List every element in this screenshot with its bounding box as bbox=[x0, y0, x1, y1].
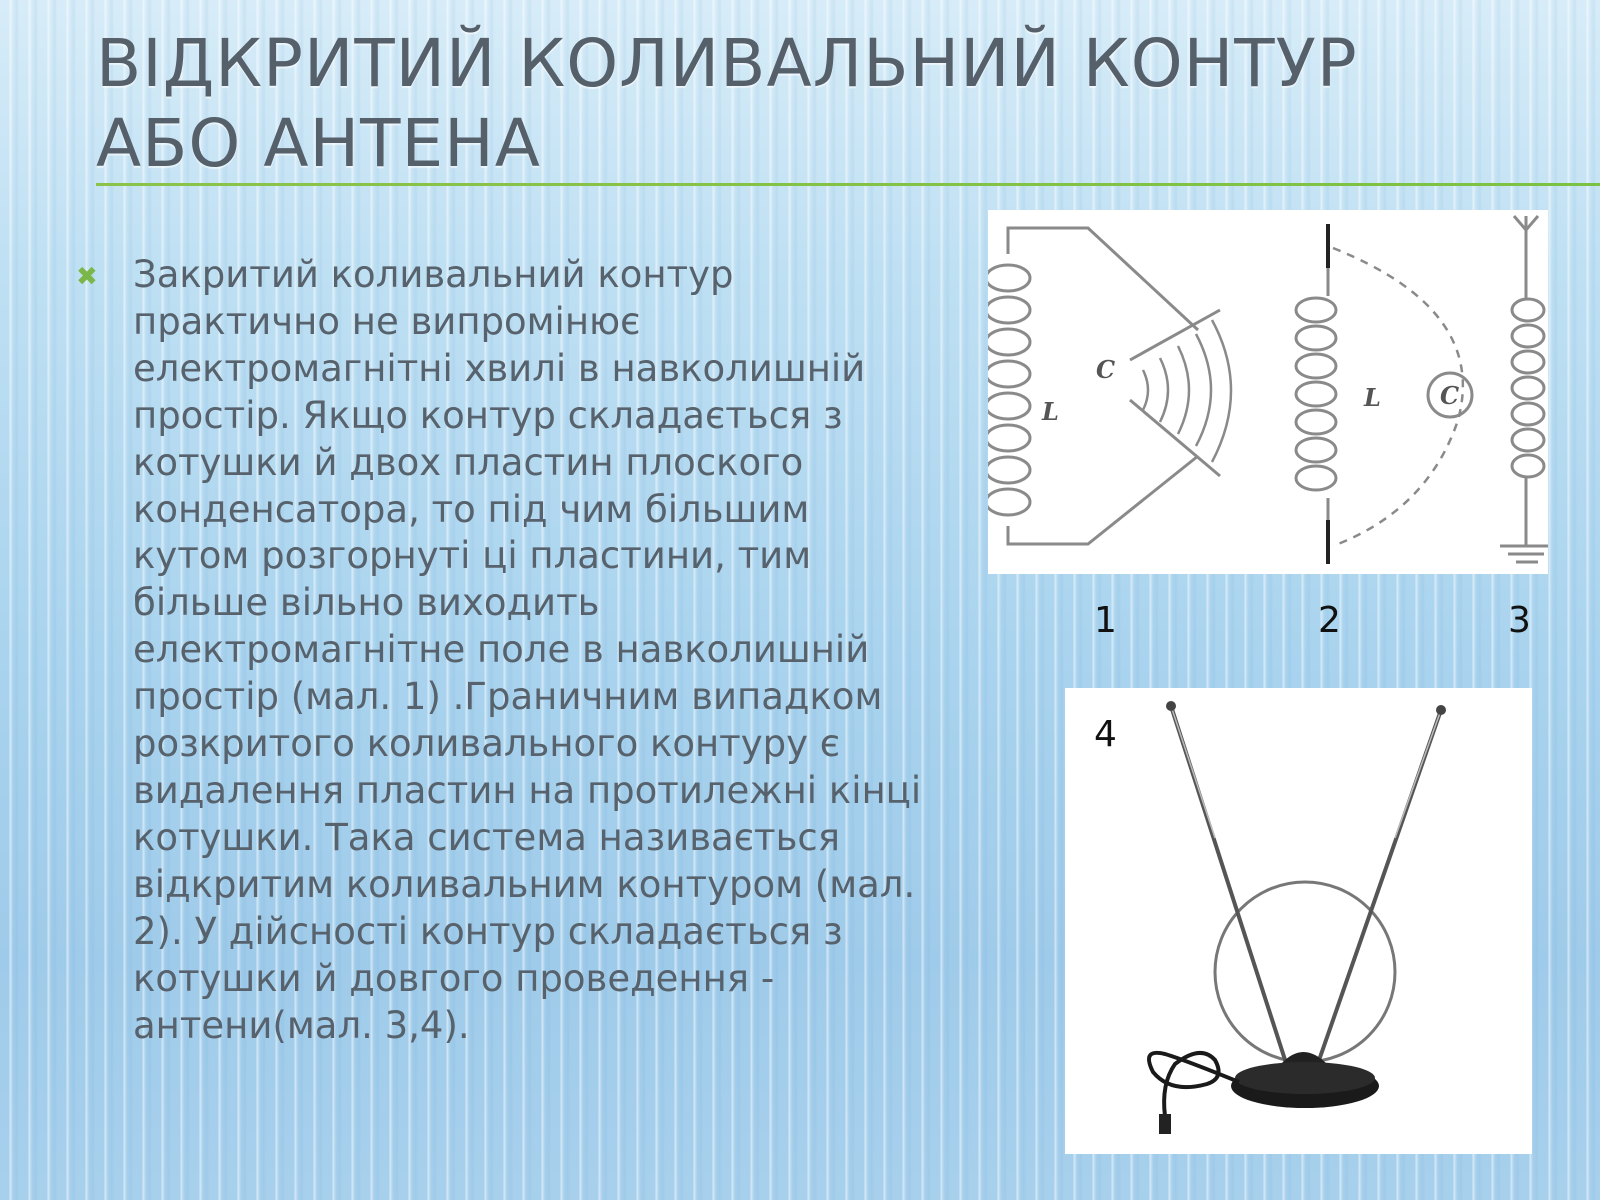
fig2-coil bbox=[1296, 298, 1336, 490]
fig1-coil bbox=[988, 265, 1030, 515]
bullet-cross-icon: ✖ bbox=[76, 262, 98, 292]
fig1-C-label: C bbox=[1096, 355, 1116, 384]
circuit-diagram bbox=[988, 210, 1548, 574]
figure-caption-3: 3 bbox=[1508, 600, 1531, 641]
fig1-upper-wire bbox=[1008, 228, 1198, 330]
fig3-coil bbox=[1512, 299, 1544, 477]
figure-caption-1: 1 bbox=[1094, 600, 1117, 641]
fig1-plate-top bbox=[1130, 310, 1220, 360]
slide-title: ВІДКРИТИЙ КОЛИВАЛЬНИЙ КОНТУР АБО АНТЕНА bbox=[96, 25, 1358, 182]
fig1-plate-bottom bbox=[1130, 400, 1220, 476]
fig1-L-label: L bbox=[1042, 397, 1059, 426]
figure-caption-4: 4 bbox=[1094, 714, 1117, 755]
bullet-text: Закритий коливальний контур практично не випромінює електромагнітні хвилі в навколишній простір. Якщо контур складається з котушки й двох пластин плоского конденсатора, то під чим більшим кутом розгорнуті ці пластини, тим більше вільно виходить електромагнітне поле в навколишній простір (мал. 1) .Граничним випадком розкритого коливального контуру є видалення пластин на протилежні кінці котушки. Така система називається відкритим коливальним контуром (мал. 2). У дійсності контур складається з котушки й довгого проведення - антени(мал. 3,4). bbox=[133, 253, 922, 1047]
circuit-diagram-panel bbox=[988, 210, 1548, 574]
antenna-photo bbox=[1065, 688, 1532, 1154]
fig2-C-label: C bbox=[1440, 381, 1460, 410]
title-divider bbox=[96, 183, 1600, 186]
fig2-L-label: L bbox=[1364, 383, 1381, 412]
fig1-lower-wire bbox=[1008, 456, 1198, 544]
figure-caption-2: 2 bbox=[1318, 600, 1341, 641]
rabbit-ears-antenna-illustration bbox=[1065, 688, 1532, 1154]
